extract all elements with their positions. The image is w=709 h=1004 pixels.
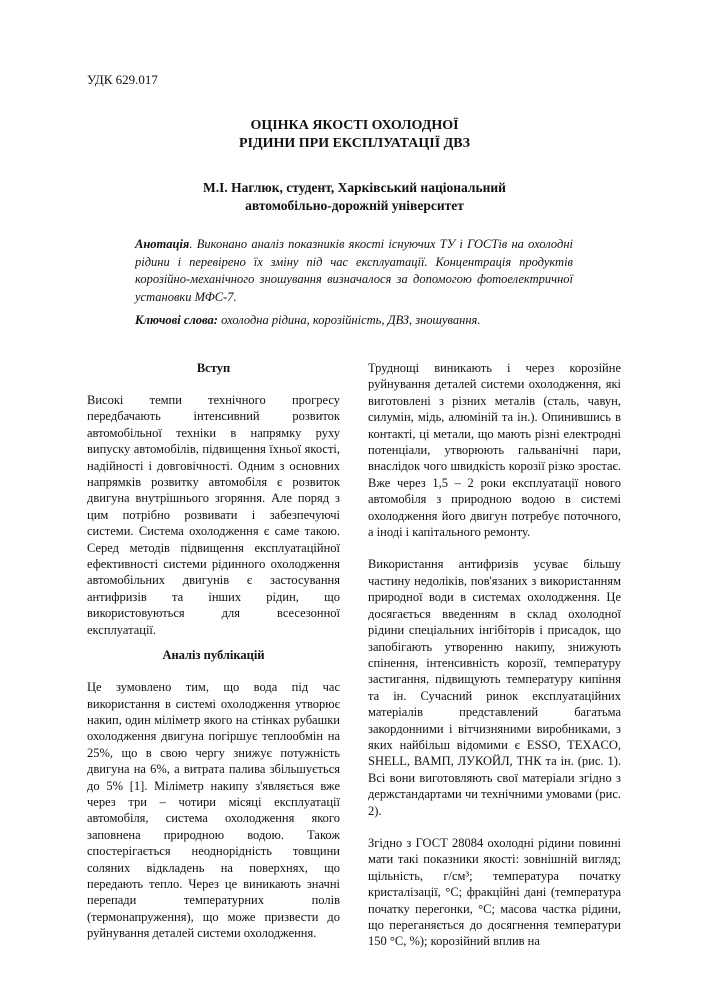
authors-line-2: автомобільно-дорожній університет bbox=[245, 198, 464, 213]
keywords bbox=[135, 312, 573, 329]
keywords-text: охолодна рідина, корозійність, ДВЗ, зношування. bbox=[217, 313, 481, 327]
authors-line-1: М.І. Наглюк, студент, Харківський національний bbox=[203, 180, 506, 195]
intro-heading: Вступ bbox=[196, 361, 231, 375]
right-column bbox=[368, 360, 621, 950]
corrosion-paragraph: Труднощі виникають і через корозійне руйнування деталей системи охолодження, які виготовлені з різних металів (сталь, чавун, силумін, мідь, алюміній та ін.). Опинившись в контакті, ці метали, що мають різні електродні потенціали, утворюють гальванічні пари, внаслідок чого швидкість корозії різко зростає. Вже через 1,5 – 2 роки експлуатації нового автомобіля з природною водою в системі охолодження його двигун потребує поточного, а іноді і капітального ремонту. bbox=[368, 361, 621, 540]
paper-title bbox=[0, 117, 709, 153]
title-line-2: РІДИНИ ПРИ ЕКСПЛУАТАЦІЇ ДВЗ bbox=[238, 136, 471, 151]
abstract-label: Анотація bbox=[135, 237, 190, 251]
author-info bbox=[0, 179, 709, 215]
keywords-label: Ключові слова: bbox=[135, 313, 218, 327]
gost-paragraph: Згідно з ГОСТ 28084 охолодні рідини повинні мати такі показники якості: зовнішній вигляд; щільність, г/см³; температура початку кристалізації, °С; фракційні дані (температура початку перегонки, °С; масова частка рідини, що переганяється до досягнення температури 150 °С, %); корозійний вплив на bbox=[368, 835, 621, 949]
analysis-heading: Аналіз публікацій bbox=[162, 648, 265, 663]
udk-code: УДК 629.017 bbox=[87, 72, 158, 87]
title-line-1: ОЦІНКА ЯКОСТІ ОХОЛОДНОЇ bbox=[250, 118, 459, 133]
abstract-text: . Виконано аналіз показників якості існуючих ТУ і ГОСТів на охолодні рідини і перевірено їх зміну під час експлуатації. Концентрація продуктів корозійно-механічного зношування визначалося за допомогою фотоелектричної установки МФС-7. bbox=[135, 237, 573, 304]
intro-paragraph: Високі темпи технічного прогресу передбачають інтенсивний розвиток автомобільної техніки в напрямку руху випуску автомобілів, підвищення їхньої якості, надійності і довговічності. Одним з основних напрямків розвитку автомобіля є розвиток двигуна внутрішнього згоряння. Але поряд з цим потрібно розвивати і забезпечуючі системи. Система охолодження є саме такою. Серед методів підвищення експлуатаційної ефективності системи рідинного охолодження автомобільних двигунів є застосування антифризів та інших рідин, що використовуються для всесезонної експлуатації. bbox=[87, 393, 340, 637]
analysis-paragraph: Це зумовлено тим, що вода під час використання в системі охолодження утворює накип, один міліметр якого на стінках рубашки охолодження двигуна погіршує теплообмін на 25%, що в свою чергу знижує потужність двигуна на 6%, а витрата палива збільшується до 5% [1]. Міліметр накипу з'являється вже через три – чотири місяці експлуатації автомобіля, система охолодження якого заповнена природною водою. Також спостерігається неоднорідність товщини соляних відкладень на поверхнях, що передають тепло. Через це виникають значні перепади температурних полів (термонапруження), що може призвести до руйнування деталей системи охолодження. bbox=[87, 680, 340, 941]
left-column bbox=[87, 360, 340, 942]
antifreeze-paragraph: Використання антифризів усуває більшу частину недоліків, пов'язаних з використанням природної води в системах охолодження. Це досягається введенням в склад охолодної рідини спеціальних інгібіторів і присадок, що запобігають утворенню накипу, знижують спінення, інтенсивність корозії, температуру застигання, підвищують температуру кипіння та ін. Сучасний ринок експлуатаційних матеріалів представлений багатьма закордонними і вітчизняними виробниками, з яких найбільш відомими є ESSO, TEXACO, SHELL, ВАМП, ЛУКОЙЛ, ТНК та ін. (рис. 1). Всі вони виготовляють свої матеріали згідно з держстандартами чи технічними умовами (рис. 2). bbox=[368, 557, 621, 818]
abstract bbox=[135, 236, 573, 306]
